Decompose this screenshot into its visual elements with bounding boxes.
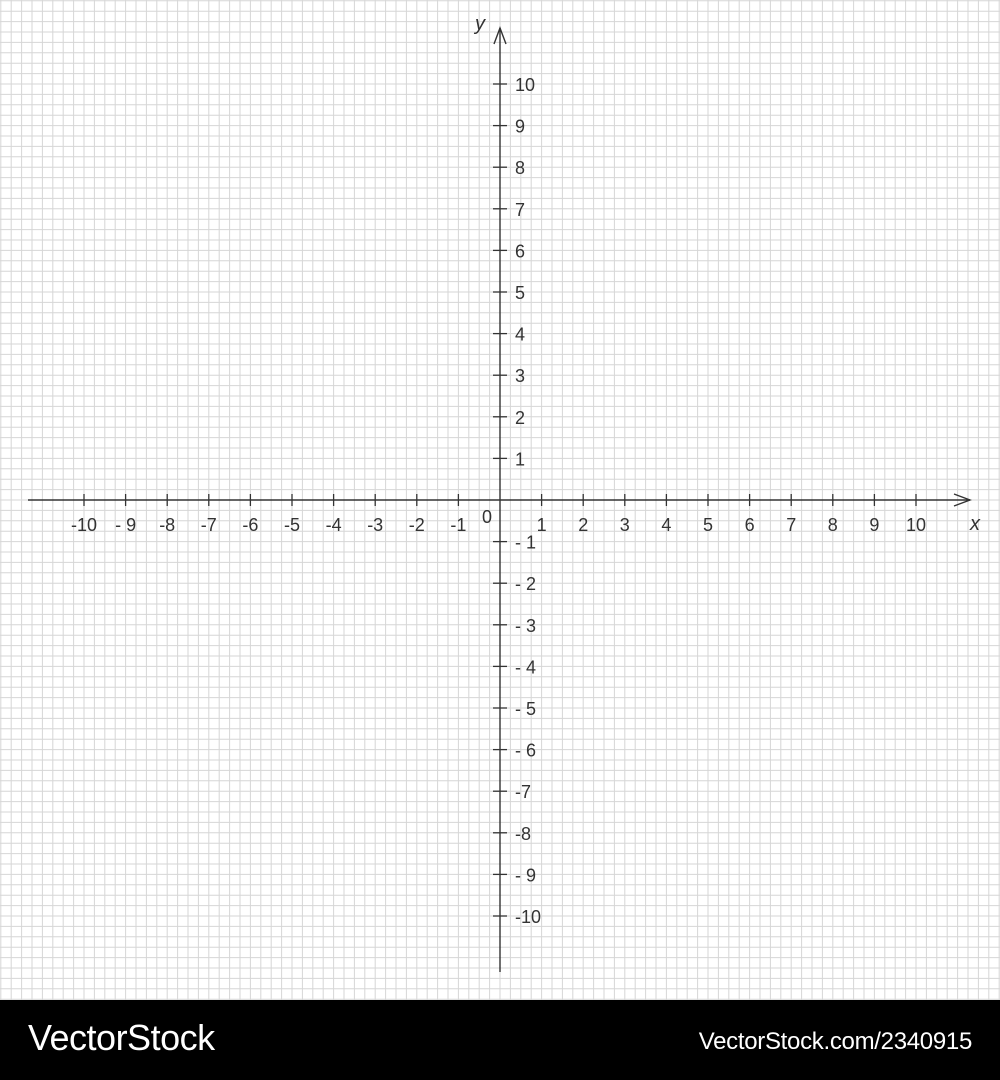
x-tick-label: - 9	[115, 515, 137, 535]
y-tick-label: 7	[515, 199, 526, 220]
y-tick-label: - 6	[515, 740, 537, 761]
y-tick-label: 4	[515, 324, 526, 345]
y-tick-label: 8	[515, 158, 526, 179]
y-tick-label: -8	[515, 823, 532, 844]
brand-logo: VectorStock	[28, 1017, 215, 1058]
y-tick-label: 6	[515, 241, 526, 262]
x-tick-label: -4	[325, 515, 342, 535]
y-tick-label: - 3	[515, 615, 537, 636]
y-tick-label: - 4	[515, 657, 537, 678]
axes	[28, 28, 970, 972]
x-tick-label: -8	[159, 515, 176, 535]
origin-label: 0	[481, 507, 493, 527]
y-tick-label: 1	[515, 449, 526, 470]
x-tick-label: 5	[702, 515, 714, 535]
x-tick-label: 8	[827, 515, 838, 535]
y-tick-label: - 2	[515, 574, 537, 595]
y-tick-label: 2	[515, 407, 526, 428]
x-tick-label: 9	[869, 515, 880, 535]
y-tick-label: 3	[515, 366, 526, 387]
x-tick-label: 6	[744, 515, 755, 535]
x-tick-label: -6	[242, 515, 259, 535]
x-tick-label: 10	[905, 515, 927, 535]
y-tick-label: -7	[515, 782, 532, 803]
x-tick-label: -1	[450, 515, 467, 535]
y-tick-label: 5	[515, 283, 526, 303]
y-tick-label: - 9	[515, 865, 537, 886]
x-axis-label: x	[970, 513, 980, 535]
image-id: VectorStock.com/2340915	[698, 1028, 972, 1055]
x-tick-label: 4	[661, 515, 672, 535]
x-tick-label: 7	[786, 515, 797, 535]
x-tick-label: -10	[70, 515, 98, 535]
y-tick-label: 9	[515, 116, 526, 137]
x-tick-label: -7	[200, 515, 217, 535]
x-tick-label: -3	[367, 515, 384, 535]
x-tick-label: -5	[283, 515, 301, 535]
y-tick-label: - 5	[515, 699, 537, 719]
tick-labels	[71, 13, 981, 927]
y-axis-label: y	[475, 13, 485, 35]
x-tick-label: 2	[578, 515, 589, 535]
x-tick-label: 3	[619, 515, 630, 535]
watermark-footer	[0, 1000, 1000, 1080]
y-tick-label: -10	[515, 907, 542, 927]
x-tick-label: -2	[408, 515, 425, 535]
y-tick-label: 10	[515, 75, 536, 95]
y-tick-label: - 1	[515, 532, 537, 553]
x-tick-label: 1	[536, 515, 547, 535]
